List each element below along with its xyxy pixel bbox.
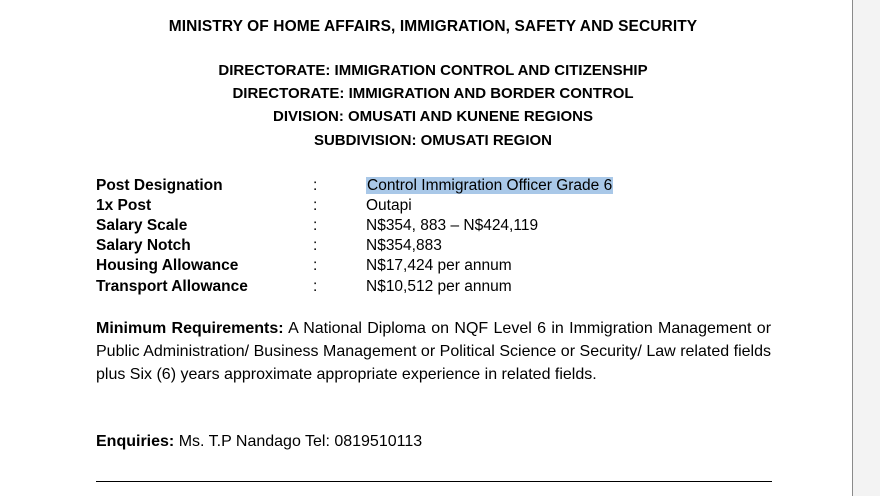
ministry-title: MINISTRY OF HOME AFFAIRS, IMMIGRATION, SAFETY AND SECURITY [168,18,698,35]
bottom-divider [96,481,772,482]
detail-colon: : [313,177,318,194]
detail-value: N$354,883 [366,237,442,254]
highlighted-text[interactable]: Control Immigration Officer Grade 6 [367,177,613,194]
detail-value: N$17,424 per annum [366,257,512,274]
detail-colon: : [313,257,318,274]
detail-label: Salary Notch [96,237,191,254]
document-margin [853,0,880,496]
directorate-control-citizenship: DIRECTORATE: IMMIGRATION CONTROL AND CITIZENSHIP [218,62,648,79]
enquiries-line [96,433,422,451]
detail-value: N$354, 883 – N$424,119 [366,217,539,234]
detail-label: Transport Allowance [96,278,248,295]
detail-value: Outapi [366,197,412,214]
detail-colon: : [313,197,318,214]
minimum-requirements-paragraph [96,317,771,386]
detail-label: 1x Post [96,197,152,214]
subdivision-line: SUBDIVISION: OMUSATI REGION [313,132,553,149]
detail-value: N$10,512 per annum [366,278,512,295]
detail-label: Housing Allowance [96,257,239,274]
detail-colon: : [313,217,318,234]
directorate-border-control: DIRECTORATE: IMMIGRATION AND BORDER CONTROL [232,85,634,102]
division-line: DIVISION: OMUSATI AND KUNENE REGIONS [272,108,594,125]
enquiries-text: Ms. T.P Nandago Tel: 0819510113 [178,433,423,450]
detail-label: Salary Scale [96,217,188,234]
enquiries-label: Enquiries: [96,433,175,450]
detail-colon: : [313,237,318,254]
requirements-label: Minimum Requirements: [96,320,284,337]
requirements-text: A National Diploma on NQF Level 6 in Immigration Management or Public Administration/ Business Management or Political Science or Security/ Law related fields plus Six (6) years approximate appropriate experience in related fields. [96,320,772,383]
detail-value [366,177,613,195]
detail-label: Post Designation [96,177,223,194]
detail-colon: : [313,278,318,295]
